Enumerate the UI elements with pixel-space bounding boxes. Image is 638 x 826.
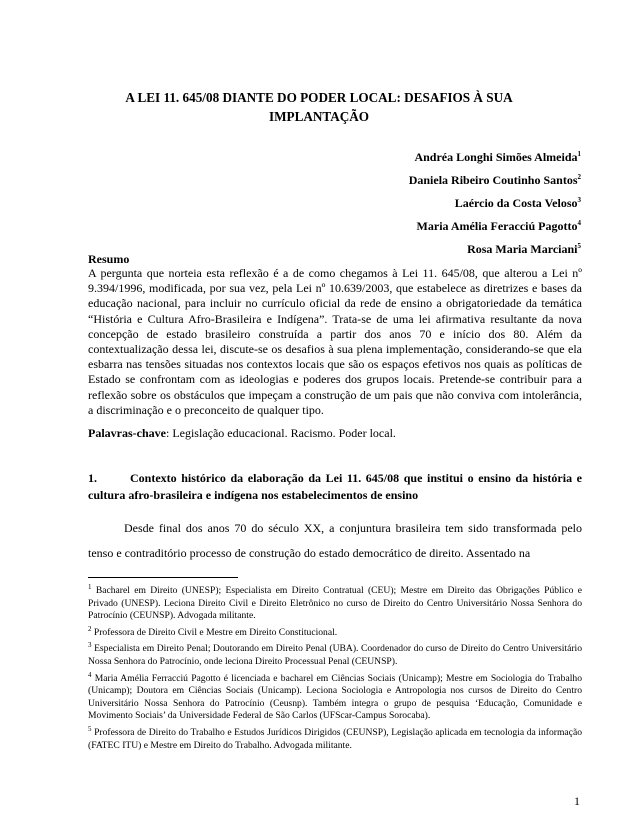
section-number: 1. bbox=[88, 471, 97, 485]
footnote-marker: 1 bbox=[577, 150, 581, 158]
author: Rosa Maria Marciani$^5$ bbox=[467, 242, 581, 256]
footnote-divider bbox=[88, 577, 238, 578]
footnote-marker: 3 bbox=[577, 196, 581, 204]
footnote-marker: 2 bbox=[577, 173, 581, 181]
footnote: $^1$ Bacharel em Direito (UNESP); Especialista em Direito Contratual (CEU); Mestre em Direito das Obrigações Público e Privado (UNESP). Leciona Direito Civil e Direito Eletrônico no curso de Direito do Centro Universitário Nossa Senhora do Patrocínio (CEUNSP). Advogada militante. bbox=[88, 582, 582, 622]
paper-title: A LEI 11. 645/08 DIANTE DO PODER LOCAL: DESAFIOS À SUA IMPLANTAÇÃO bbox=[125, 90, 513, 124]
footnote-number: 3 bbox=[88, 641, 92, 650]
footnote-number: 1 bbox=[88, 582, 92, 591]
author-list bbox=[409, 146, 581, 261]
footnote-marker: 5 bbox=[577, 242, 581, 250]
author: Laércio da Costa Veloso$^3$ bbox=[454, 196, 581, 210]
section-heading bbox=[88, 470, 582, 504]
keywords-text: : Legislação educacional. Racismo. Poder local. bbox=[165, 426, 396, 440]
footnote-marker: 4 bbox=[577, 219, 581, 227]
author: Andréa Longhi Simões Almeida$^1$ bbox=[414, 150, 581, 164]
footnote: $^5$ Professora de Direito do Trabalho e Estudos Jurídicos Dirigidos (CEUNSP), Legislação aplicada em tecnologia da informação (FATEC ITU) e Mestre em Direito do Trabalho. Advogada militante. bbox=[88, 724, 582, 751]
keywords bbox=[88, 426, 582, 441]
footnote-number: 2 bbox=[88, 624, 92, 633]
footnote: $^3$ Especialista em Direito Penal; Doutorando em Direito Penal (UBA). Coordenador do curso de Direito do Centro Universitário Nossa Senhora do Patrocínio, onde leciona Direito Processual Penal (CEUNSP). bbox=[88, 641, 582, 667]
page-number: 1 bbox=[574, 794, 580, 808]
body-paragraph: Desde final dos anos 70 do século XX, a conjuntura brasileira tem sido transformada pelo tenso e contraditório processo de construção do estado democrático de direito. Assentado na bbox=[88, 521, 582, 560]
author: Maria Amélia Feracciú Pagotto$^4$ bbox=[416, 219, 581, 233]
section-title: Contexto histórico da elaboração da Lei 11. 645/08 que institui o ensino da história e cultura afro-brasileira e indígena nos estabelecimentos de ensino bbox=[88, 471, 582, 502]
author: Daniela Ribeiro Coutinho Santos$^2$ bbox=[408, 173, 581, 187]
abstract-heading: Resumo bbox=[88, 252, 130, 266]
footnote: $^2$ Professora de Direito Civil e Mestre em Direito Constitucional. bbox=[88, 624, 338, 638]
footnotes bbox=[88, 582, 582, 756]
keywords-label: Palavras-chave bbox=[88, 426, 166, 440]
footnote: $^4$ Maria Amélia Ferracciú Pagotto é licenciada e bacharel em Ciências Sociais (Unicamp); Mestre em Sociologia do Trabalho (Unicamp); Doutora em Ciências Sociais (Unicamp). Leciona Sociologia e Antropologia nos cursos de Direito do Centro Universitário Nossa Senhora do Patrocínio (Ceusnp). Também integra o grupo de pesquisa ‘Educação, Comunidade e Movimento Sociais’ da Universidade Federal de São Carlos (UFScar-Campus Sorocaba). bbox=[88, 670, 582, 722]
footnote-number: 4 bbox=[88, 670, 92, 679]
footnote-number: 5 bbox=[88, 724, 92, 733]
abstract-text: A pergunta que norteia esta reflexão é a de como chegamos à Lei 11. 645/08, que alterou a Lei nº 9.394/1996, modificada, por sua vez, pela Lei nº 10.639/2003, que estabelece as diretrizes e bases da educação nacional, para incluir no currículo oficial da rede de ensino a obrigatoriedade da temática “História e Cultura Afro-Brasileira e Indígena”. Trata-se de uma lei afirmativa resultante da nova concepção de estado brasileiro construída a partir dos anos 70 e início dos 80. Além da contextualização dessa lei, discute-se os desafios à sua plena implementação, considerando-se que ela esbarra nas tensões situadas nos contextos locais que são os espaços efetivos nos quais as políticas de Estado se confrontam com as ideologias e poderes dos grupos locais. Pretende-se contribuir para a reflexão sobre os obstáculos que impeçam a construção de um pais que não conviva com intolerância, a discriminação e o preconceito de qualquer tipo. bbox=[88, 266, 582, 417]
